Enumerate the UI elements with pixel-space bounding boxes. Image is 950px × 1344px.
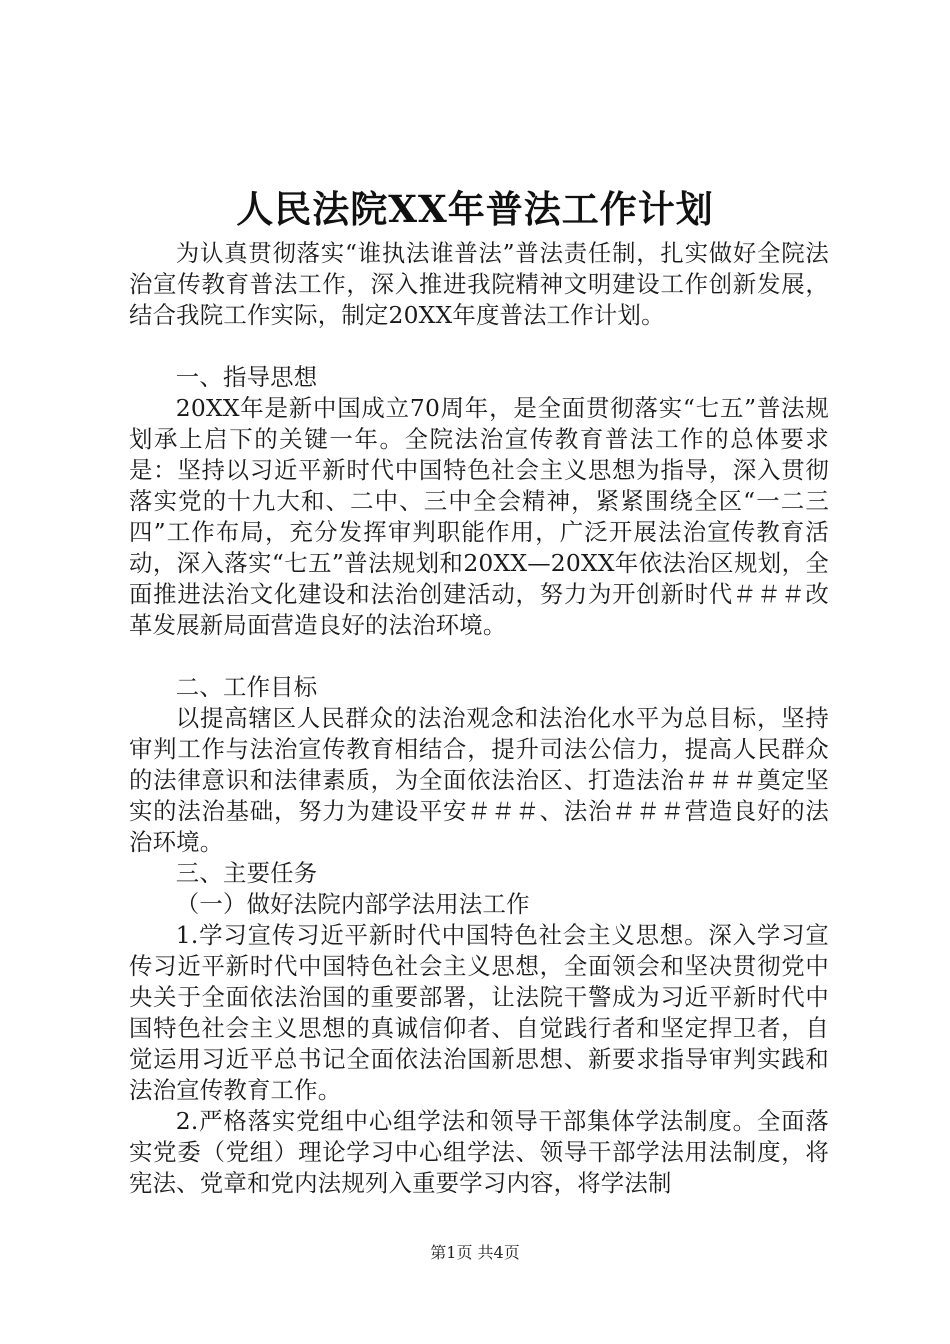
section-paragraph-guiding-ideology: 20XX年是新中国成立70周年，是全面贯彻落实“七五”普法规划承上启下的关键一年。全院法治宣传教育普法工作的总体要求是：坚持以习近平新时代中国特色社会主义思想为指导，深入贯彻落实党的十九大和、二中、三中全会精神，紧紧围绕全区“一二三四”工作布局，充分发挥审判职能作用，广泛开展法治宣传教育活动，深入落实“七五”普法规划和20XX—20XX年依法治区规划，全面推进法治文化建设和法治创建活动，努力为开创新时代＃＃＃改革发展新局面营造良好的法治环境。 <box>129 394 829 639</box>
task-item-2: 2.严格落实党组中心组学法和领导干部集体学法制度。全面落实党委（党组）理论学习中心组学法、领导干部学法用法制度，将宪法、党章和党内法规列入重要学习内容，将学法制 <box>129 1107 829 1197</box>
section-heading-work-goals: 二、工作目标 <box>175 673 318 701</box>
document-body <box>129 238 829 1199</box>
section-paragraph-work-goals: 以提高辖区人民群众的法治观念和法治化水平为总目标，坚持审判工作与法治宣传教育相结合，提升司法公信力，提高人民群众的法律意识和法律素质，为全面依法治区、打造法治＃＃＃奠定坚实的法治基础，努力为建设平安＃＃＃、法治＃＃＃营造良好的法治环境。 <box>129 704 829 856</box>
subsection-heading-internal-study: （一）做好法院内部学法用法工作 <box>175 890 530 918</box>
paragraph-spacer <box>129 331 829 362</box>
task-item-1: 1.学习宣传习近平新时代中国特色社会主义思想。深入学习宣传习近平新时代中国特色社会主义思想，全面领会和坚决贯彻党中央关于全面依法治国的重要部署，让法院干警成为习近平新时代中国特色社会主义思想的真诚信仰者、自觉践行者和坚定捍卫者，自觉运用习近平总书记全面依法治国新思想、新要求指导审判实践和法治宣传教育工作。 <box>129 921 829 1104</box>
paragraph-spacer <box>129 641 829 672</box>
document-title: 人民法院XX年普法工作计划 <box>236 187 714 231</box>
page-footer: 第1页 共4页 <box>430 1243 520 1262</box>
section-heading-guiding-ideology: 一、指导思想 <box>175 363 318 391</box>
intro-paragraph: 为认真贯彻落实“谁执法谁普法”普法责任制，扎实做好全院法治宣传教育普法工作，深入推进我院精神文明建设工作创新发展，结合我院工作实际，制定20XX年度普法工作计划。 <box>129 239 829 329</box>
section-heading-main-tasks: 三、主要任务 <box>175 859 318 887</box>
